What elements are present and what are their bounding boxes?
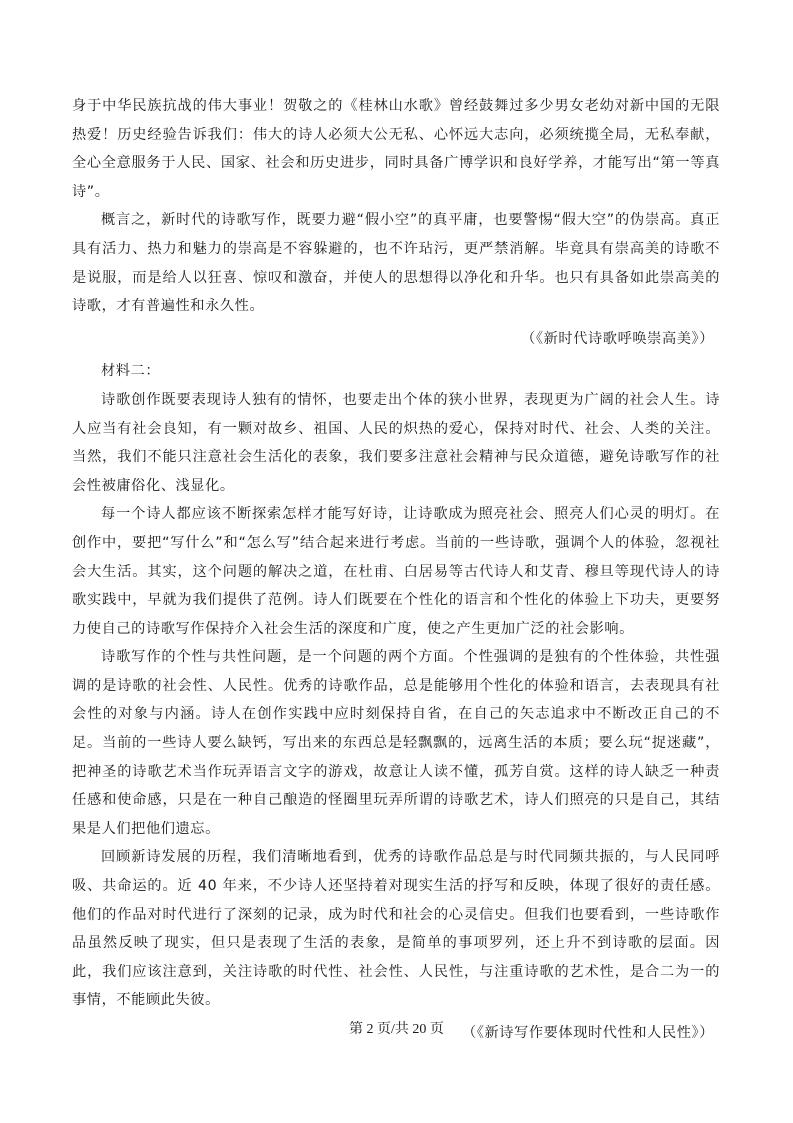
paragraph: 概言之，新时代的诗歌写作，既要力避“假小空”的真平庸，也要警惕“假大空”的伪崇高。真正具有活力、热力和魅力的崇高是不容躲避的，也不许玷污，更严禁消解。毕竟具有崇高美的诗歌不是说服，而是给人以狂喜、惊叹和激奋，并使人的思想得以净化和升华。也只有具备如此崇高美的诗歌，才有普遍性和永久性。 [72,212,720,315]
page-number-footer: 第 2 页/共 20 页 [349,1022,444,1037]
material-two-label: 材料二： [101,363,161,380]
paragraph: 回顾新诗发展的历程，我们清晰地看到，优秀的诗歌作品总是与时代同频共振的，与人民同呼吸、共命运的。近 40 年来，不少诗人还坚持着对现实生活的抒写和反映，体现了很好的责任感。他们的作品对时代进行了深刻的记录，成为时代和社会的心灵信史。但我们也要看到，一些诗歌作品虽然反映了现实，但只是表现了生活的表象，是简单的事项罗列，还上升不到诗歌的层面。因此，我们应该注意到，关注诗歌的时代性、社会性、人民性，与注重诗歌的艺术性，是合二为一的事情，不能顾此失彼。 [72,849,720,1009]
paragraph: 诗歌写作的个性与共性问题，是一个问题的两个方面。个性强调的是独有的个性体验，共性强调的是诗歌的社会性、人民性。优秀的诗歌作品，总是能够用个性化的体验和语言，去表现具有社会性的对象与内涵。诗人在创作实践中应时刻保持自省，在自己的矢志追求中不断改正自己的不足。当前的一些诗人要么缺钙，写出来的东西总是轻飘飘的，远离生活的本质；要么玩“捉迷藏”，把神圣的诗歌艺术当作玩弄语言文字的游戏，故意让人读不懂，孤芳自赏。这样的诗人缺乏一种责任感和使命感，只是在一种自己酿造的怪圈里玩弄所谓的诗歌艺术，诗人们照亮的只是自己，其结果是人们把他们遗忘。 [72,649,720,837]
document-body [72,92,720,1052]
paragraph: 诗歌创作既要表现诗人独有的情怀，也要走出个体的狭小世界，表现更为广阔的社会人生。诗人应当有社会良知，有一颗对故乡、祖国、人民的炽热的爱心，保持对时代、社会、人类的关注。当然，我们不能只注意社会生活化的表象，我们要多注意社会精神与民众道德，避免诗歌写作的社会性被庸俗化、浅显化。 [72,391,720,494]
paragraph-continuation: 身于中华民族抗战的伟大事业！贺敬之的《桂林山水歌》曾经鼓舞过多少男女老幼对新中国的无限热爱！历史经验告诉我们：伟大的诗人必须大公无私、心怀远大志向，必须统揽全局，无私奉献，全心全意服务于人民、国家、社会和历史进步，同时具备广博学识和良好学养，才能写出“第一等真诗”。 [72,98,720,200]
paragraph: 每一个诗人都应该不断探索怎样才能写好诗，让诗歌成为照亮社会、照亮人们心灵的明灯。在创作中，要把“写什么”和“怎么写”结合起来进行考虑。当前的一些诗歌，强调个人的体验，忽视社会大生活。其实，这个问题的解决之道，在杜甫、白居易等古代诗人和艾青、穆旦等现代诗人的诗歌实践中，早就为我们提供了范例。诗人们既要在个性化的语言和个性化的体验上下功夫，更要努力使自己的诗歌写作保持介入社会生活的深度和广度，使之产生更加广泛的社会影响。 [72,506,720,637]
source-citation: （《新时代诗歌呼唤崇高美》） [521,330,714,347]
source-citation: （《新诗写作要体现时代性和人民性》） [462,1025,714,1041]
